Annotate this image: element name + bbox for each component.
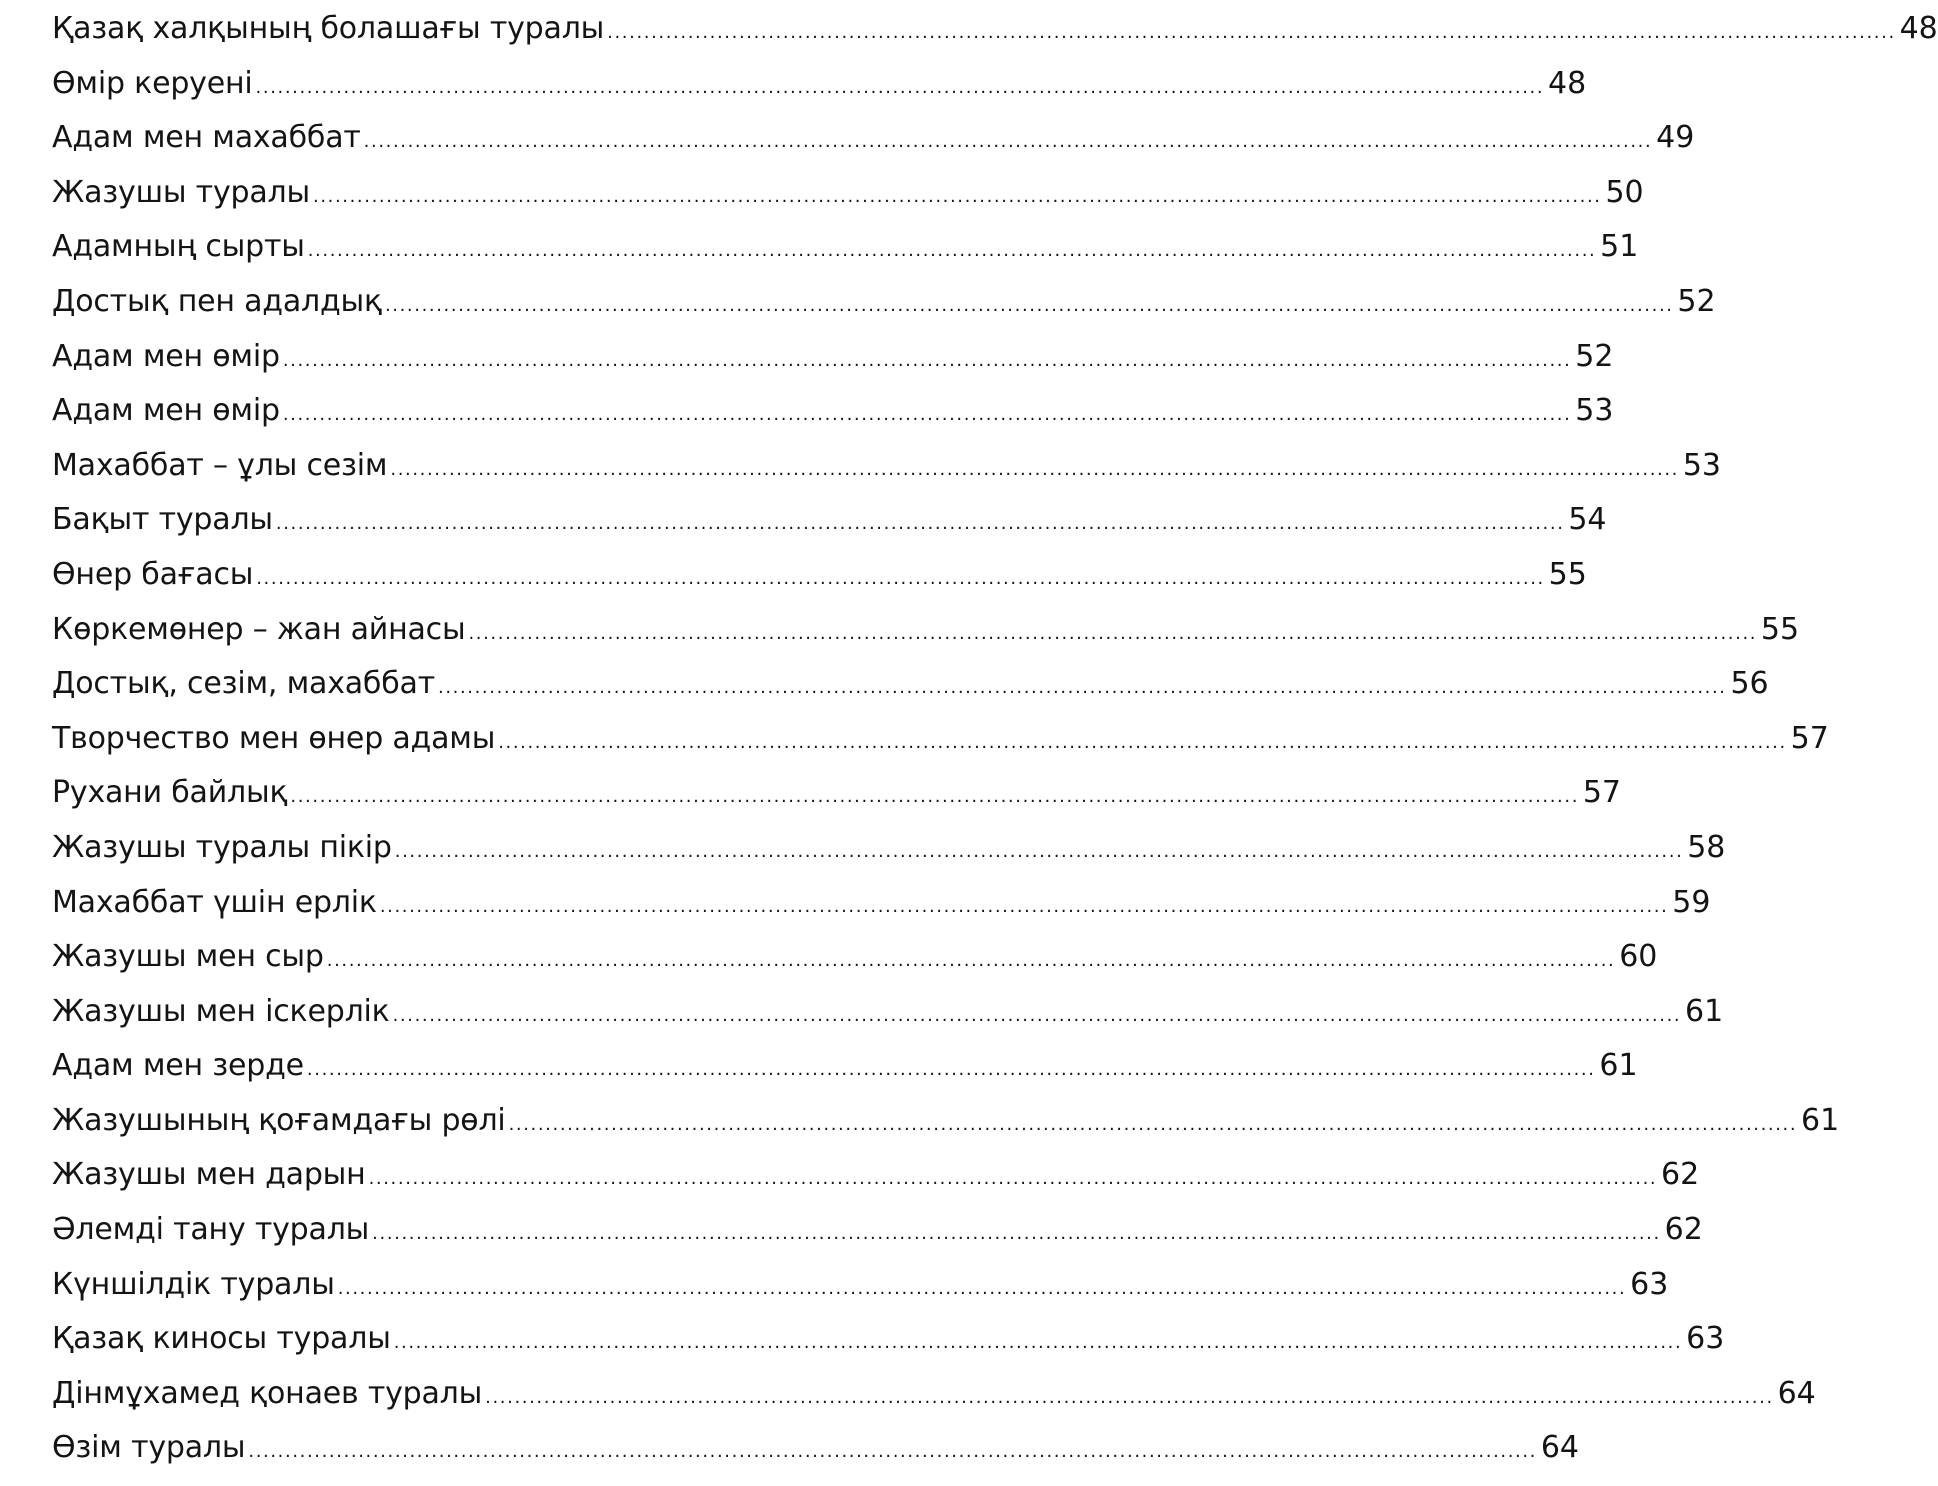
toc-dot-leader — [385, 297, 1674, 315]
toc-entry-title: Бақыт туралы — [52, 502, 273, 538]
toc-entry-title: Қазақ халқының болашағы туралы — [52, 11, 605, 46]
toc-entry — [52, 111, 1695, 166]
toc-entry-title: Достық пен адалдық — [52, 283, 382, 319]
toc-entry-page: 57 — [1582, 775, 1622, 811]
toc-dot-leader — [256, 79, 1545, 97]
toc-entry-page: 49 — [1656, 120, 1695, 156]
toc-entry — [52, 1421, 1580, 1476]
toc-entry-page: 61 — [1599, 1048, 1638, 1084]
toc-entry-title: Адам мен зерде — [52, 1048, 304, 1084]
toc-entry — [52, 275, 1716, 330]
toc-entry-title: Жазушының қоғамдағы рөлі — [52, 1102, 506, 1138]
toc-dot-leader — [256, 570, 1545, 588]
toc-entry-page: 59 — [1672, 884, 1711, 920]
toc-entry — [52, 1312, 1725, 1367]
toc-dot-leader — [327, 952, 1616, 970]
toc-entry-title: Адамның сырты — [52, 229, 305, 265]
toc-entry-title: Әлемді тану туралы — [52, 1212, 370, 1248]
toc-entry — [52, 166, 1644, 221]
toc-entry — [52, 821, 1726, 876]
toc-dot-leader — [248, 1443, 1537, 1461]
toc-entry-page: 60 — [1619, 939, 1658, 975]
toc-entry-title: Адам мен өмір — [52, 338, 280, 374]
toc-entry-page: 64 — [1777, 1375, 1816, 1411]
toc-entry — [52, 930, 1658, 985]
toc-entry-page: 50 — [1605, 174, 1644, 210]
toc-entry — [52, 439, 1721, 494]
toc-dot-leader — [485, 1389, 1774, 1407]
toc-entry — [52, 1094, 1840, 1149]
toc-dot-leader — [313, 188, 1602, 206]
toc-entry-title: Жазушы мен сыр — [52, 939, 324, 975]
toc-entry — [52, 1148, 1700, 1203]
toc-dot-leader — [308, 242, 1597, 260]
toc-entry-title: Махаббат – ұлы сезім — [52, 447, 388, 483]
toc-entry-title: Махаббат үшін ерлік — [52, 884, 377, 920]
toc-dot-leader — [607, 24, 1896, 42]
toc-entry-page: 54 — [1568, 502, 1607, 538]
toc-entry-page: 64 — [1540, 1430, 1580, 1466]
toc-entry-page: 48 — [1899, 11, 1938, 46]
toc-dot-leader — [307, 1061, 1596, 1079]
toc-entry — [52, 1203, 1703, 1258]
toc-entry — [52, 657, 1769, 712]
toc-entry — [52, 384, 1614, 439]
toc-dot-leader — [372, 1225, 1661, 1243]
toc-entry — [52, 57, 1587, 112]
toc-entry-title: Достық, сезім, махаббат — [52, 666, 435, 702]
toc-entry-title: Адам мен өмір — [52, 393, 280, 429]
toc-entry-title: Дінмұхамед қонаев туралы — [52, 1375, 483, 1411]
toc-entry — [52, 712, 1829, 767]
toc-dot-leader — [283, 406, 1572, 424]
toc-dot-leader — [390, 461, 1679, 479]
toc-dot-leader — [369, 1170, 1658, 1188]
toc-entry-page: 61 — [1685, 993, 1724, 1029]
toc-entry-title: Жазушы мен дарын — [52, 1157, 366, 1193]
toc-entry-page: 62 — [1664, 1212, 1703, 1248]
toc-dot-leader — [276, 515, 1565, 533]
toc-dot-leader — [364, 133, 1653, 151]
toc-entry-title: Рухани байлық — [52, 775, 288, 811]
toc-entry-page: 57 — [1790, 720, 1829, 756]
toc-entry — [52, 330, 1614, 385]
toc-entry-page: 52 — [1677, 283, 1716, 319]
toc-entry-page: 53 — [1575, 393, 1614, 429]
toc-entry-title: Қазақ киносы туралы — [52, 1321, 391, 1357]
toc-entry-page: 55 — [1548, 556, 1587, 592]
toc-entry — [52, 2, 1938, 57]
toc-entry — [52, 876, 1711, 931]
toc-entry-title: Творчество мен өнер адамы — [52, 720, 496, 756]
toc-entry-page: 48 — [1547, 65, 1587, 101]
toc-entry-page: 61 — [1801, 1102, 1840, 1138]
toc-entry-title: Күншілдік туралы — [52, 1266, 335, 1302]
toc-entry-page: 53 — [1682, 447, 1721, 483]
toc-entry-page: 62 — [1661, 1157, 1700, 1193]
toc-dot-leader — [394, 1334, 1683, 1352]
toc-entry — [52, 1039, 1638, 1094]
toc-entry — [52, 766, 1622, 821]
toc-dot-leader — [393, 1007, 1682, 1025]
toc-entry-page: 52 — [1575, 338, 1614, 374]
toc-entry — [52, 220, 1639, 275]
toc-entry — [52, 603, 1800, 658]
toc-entry-title: Көркемөнер – жан айнасы — [52, 611, 466, 647]
toc-entry — [52, 1367, 1816, 1422]
toc-dot-leader — [438, 679, 1727, 697]
toc-entry — [52, 1258, 1669, 1313]
toc-dot-leader — [380, 898, 1669, 916]
toc-entry-title: Өнер бағасы — [52, 556, 254, 592]
toc-entry — [52, 493, 1607, 548]
toc-dot-leader — [338, 1280, 1627, 1298]
toc-entry-title: Жазушы туралы — [52, 174, 310, 210]
toc-entry-page: 63 — [1630, 1266, 1669, 1302]
toc-entry-page: 51 — [1600, 229, 1639, 265]
toc-dot-leader — [290, 788, 1579, 806]
toc-dot-leader — [509, 1116, 1798, 1134]
toc-entry-page: 63 — [1686, 1321, 1725, 1357]
toc-entry-page: 56 — [1730, 666, 1769, 702]
toc-dot-leader — [395, 843, 1684, 861]
toc-entry — [52, 985, 1724, 1040]
toc-entry — [52, 548, 1587, 603]
toc-entry-title: Жазушы туралы пікір — [52, 829, 392, 865]
toc-entry-title: Адам мен махаббат — [52, 120, 361, 156]
toc-entry-title: Өмір керуені — [52, 65, 253, 101]
toc-entry-title: Өзім туралы — [52, 1430, 246, 1466]
toc-entry-title: Жазушы мен іскерлік — [52, 993, 390, 1029]
table-of-contents — [12, 0, 1938, 1476]
toc-dot-leader — [468, 625, 1757, 643]
toc-dot-leader — [283, 352, 1572, 370]
toc-entry-page: 55 — [1760, 611, 1800, 647]
toc-dot-leader — [498, 734, 1787, 752]
toc-entry-page: 58 — [1687, 829, 1726, 865]
